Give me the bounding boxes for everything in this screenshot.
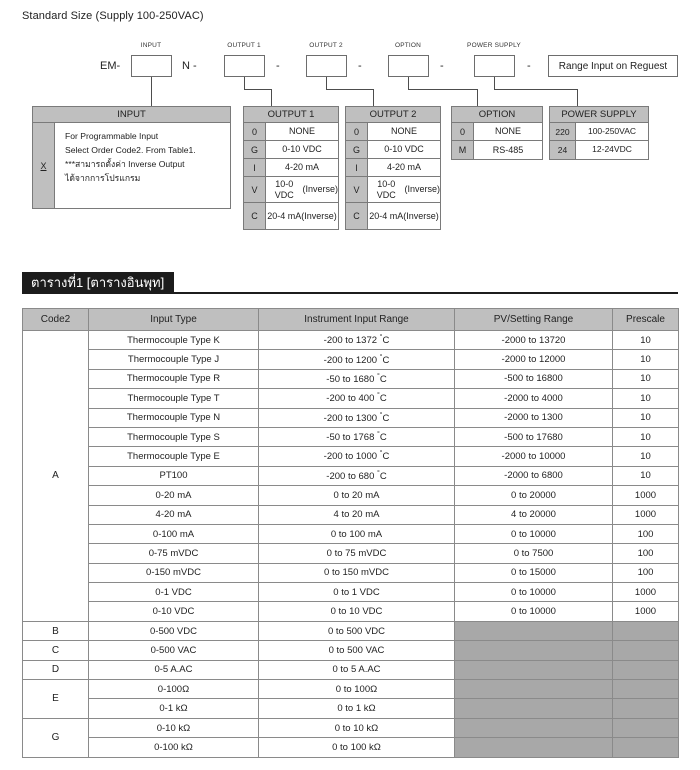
input-range-table [22,308,679,758]
table-cell-pv-range: 0 to 7500 [455,544,613,563]
table-cell-pv-range: 0 to 20000 [455,486,613,505]
lead-output1-a [244,77,245,89]
legend-row-value: 0-10 VDC [266,141,338,158]
legend-row-code: 24 [550,141,576,159]
table-cell-prescale: 10 [613,331,679,350]
legend-row [346,159,440,177]
table-cell-pv-range [455,641,613,660]
table-cell-code2: A [23,331,89,622]
code-slot-option[interactable] [388,55,429,77]
legend-row-code: C [346,203,368,229]
legend-row [244,159,338,177]
table-row [23,660,679,679]
table-cell-input-type: Thermocouple Type R [89,369,259,388]
legend-row [244,141,338,159]
table-cell-instrument-range: -200 to 680 °C [259,466,455,485]
table-cell-pv-range: 0 to 10000 [455,602,613,621]
table-cell-pv-range: 0 to 15000 [455,563,613,582]
section-banner [22,272,174,293]
lead-power-c [577,89,578,106]
legend-row-value: 4-20 mA [266,159,338,176]
diagram-separator-2: - [358,60,362,72]
table-cell-prescale: 10 [613,389,679,408]
diagram-tag-input: INPUT [140,42,162,49]
table-cell-prescale: 1000 [613,583,679,602]
table-cell-pv-range [455,680,613,699]
table-cell-prescale: 100 [613,544,679,563]
legend-row-code: G [346,141,368,158]
table-cell-pv-range: -500 to 16800 [455,369,613,388]
table-cell-prescale [613,738,679,757]
lead-output2-c [373,89,374,106]
legend-input-row [33,123,230,208]
table-body [23,331,679,758]
legend-option-title: OPTION [452,107,542,123]
legend-row [452,123,542,141]
table-cell-pv-range: -500 to 17680 [455,427,613,446]
table-cell-instrument-range: 0 to 1 kΩ [259,699,455,718]
table-cell-prescale: 10 [613,350,679,369]
legend-row-code: V [346,177,368,202]
model-prefix-n: N - [182,60,197,72]
table-cell-input-type: 0-10 VDC [89,602,259,621]
table-row [23,524,679,543]
legend-row-value: NONE [368,123,440,140]
diagram-separator-1: - [276,60,280,72]
model-prefix-em: EM- [100,60,121,72]
legend-output2-rows [346,123,440,229]
lead-output2-b [326,89,374,90]
legend-row-code: I [346,159,368,176]
legend-row [346,203,440,229]
legend-row-code: 0 [244,123,266,140]
table-row [23,486,679,505]
legend-row [244,177,338,203]
table-cell-instrument-range: 0 to 100Ω [259,680,455,699]
table-cell-input-type: 0-500 VAC [89,641,259,660]
table-cell-code2: D [23,660,89,679]
table-row [23,408,679,427]
legend-row-value: RS-485 [474,141,542,159]
legend-input-line-4: ได้จากการโปรแกรม [65,172,141,183]
table-cell-pv-range: -2000 to 10000 [455,447,613,466]
table-cell-input-type: Thermocouple Type N [89,408,259,427]
table-cell-instrument-range: 0 to 150 mVDC [259,563,455,582]
table-cell-prescale [613,660,679,679]
diagram-tag-option: OPTION [394,42,422,49]
table-cell-prescale: 1000 [613,486,679,505]
legend-row-value: 12-24VDC [576,141,648,159]
code-slot-input[interactable] [131,55,172,77]
lead-option-a [408,77,409,89]
legend-row-value: 100-250VAC [576,123,648,140]
table-cell-pv-range: -2000 to 12000 [455,350,613,369]
table-row [23,602,679,621]
table-cell-pv-range: -2000 to 6800 [455,466,613,485]
table-cell-input-type: 0-20 mA [89,486,259,505]
table-cell-instrument-range: 4 to 20 mA [259,505,455,524]
legend-row [346,177,440,203]
legend-row-code: M [452,141,474,159]
legend-row [550,123,648,141]
table-cell-code2: G [23,718,89,757]
table-cell-pv-range: -2000 to 1300 [455,408,613,427]
legend-row [244,123,338,141]
legend-input-code: X [33,123,55,208]
table-cell-prescale: 100 [613,524,679,543]
table-row [23,331,679,350]
table-row [23,563,679,582]
table-header-instrument-range: Instrument Input Range [259,309,455,331]
legend-row-code: V [244,177,266,202]
table-cell-prescale: 1000 [613,505,679,524]
legend-row [550,141,648,159]
legend-power-rows [550,123,648,159]
legend-row-value: 20-4 mA (Inverse) [266,203,338,229]
lead-output2-a [326,77,327,89]
legend-output2 [345,106,441,230]
table-cell-instrument-range: -200 to 400 °C [259,389,455,408]
diagram-separator-4: - [527,60,531,72]
legend-row-code: I [244,159,266,176]
table-cell-input-type: 0-100 mA [89,524,259,543]
table-row [23,369,679,388]
table-cell-input-type: 4-20 mA [89,505,259,524]
table-row [23,699,679,718]
code-slot-power[interactable] [474,55,515,77]
table-row [23,447,679,466]
table-cell-input-type: Thermocouple Type J [89,350,259,369]
table-cell-input-type: 0-100 kΩ [89,738,259,757]
table-cell-input-type: 0-75 mVDC [89,544,259,563]
table-cell-input-type: 0-150 mVDC [89,563,259,582]
table-row [23,583,679,602]
lead-power-a [494,77,495,89]
diagram-separator-3: - [440,60,444,72]
page-caption: Standard Size (Supply 100-250VAC) [22,10,204,22]
table-cell-prescale: 10 [613,466,679,485]
table-cell-instrument-range: -200 to 1000 °C [259,447,455,466]
table-cell-instrument-range: 0 to 75 mVDC [259,544,455,563]
legend-row [452,141,542,159]
table-row [23,738,679,757]
legend-row-value: NONE [474,123,542,140]
legend-row-value: 10-0 VDC (Inverse) [368,177,440,202]
table-cell-input-type: 0-1 VDC [89,583,259,602]
legend-row [244,203,338,229]
table-row [23,466,679,485]
lead-input [151,77,152,106]
table-cell-instrument-range: 0 to 1 VDC [259,583,455,602]
table-cell-instrument-range: 0 to 5 A.AC [259,660,455,679]
lead-option-b [408,89,478,90]
range-input-request-box: Range Input on Reguest [548,55,678,77]
table-cell-pv-range [455,660,613,679]
table-cell-instrument-range: -50 to 1768 °C [259,427,455,446]
code-slot-output1[interactable] [224,55,265,77]
table-cell-prescale [613,621,679,640]
table-header-prescale: Prescale [613,309,679,331]
table-cell-instrument-range: 0 to 500 VDC [259,621,455,640]
legend-input-line-3: ***สามารถตั้งค่า Inverse Output [65,158,185,169]
table-cell-input-type: Thermocouple Type E [89,447,259,466]
table-cell-instrument-range: 0 to 100 kΩ [259,738,455,757]
table-cell-prescale [613,718,679,737]
table-cell-prescale [613,699,679,718]
table-cell-pv-range: 0 to 10000 [455,524,613,543]
legend-row-code: 220 [550,123,576,140]
table-cell-pv-range: -2000 to 13720 [455,331,613,350]
legend-output2-title: OUTPUT 2 [346,107,440,123]
table-cell-input-type: 0-100Ω [89,680,259,699]
legend-row-value: NONE [266,123,338,140]
table-cell-instrument-range: 0 to 10 kΩ [259,718,455,737]
table-row [23,389,679,408]
table-cell-code2: B [23,621,89,640]
lead-output1-b [244,89,272,90]
table-cell-code2: E [23,680,89,719]
table-header-input-type: Input Type [89,309,259,331]
table-cell-pv-range: -2000 to 4000 [455,389,613,408]
legend-row-code: 0 [452,123,474,140]
legend-row-value: 0-10 VDC [368,141,440,158]
table-cell-input-type: Thermocouple Type S [89,427,259,446]
table-cell-instrument-range: 0 to 20 mA [259,486,455,505]
legend-input-description [55,123,230,208]
legend-option [451,106,543,160]
table-header-code2: Code2 [23,309,89,331]
table-cell-pv-range [455,699,613,718]
table-cell-input-type: 0-500 VDC [89,621,259,640]
legend-row-value: 4-20 mA [368,159,440,176]
table-cell-instrument-range: 0 to 500 VAC [259,641,455,660]
table-row [23,621,679,640]
table-row [23,350,679,369]
order-code-diagram [0,36,700,100]
legend-output1-rows [244,123,338,229]
legend-row [346,141,440,159]
lead-output1-c [271,89,272,106]
table-cell-prescale [613,641,679,660]
lead-power-b [494,89,578,90]
legend-power-supply [549,106,649,160]
table-cell-prescale: 10 [613,447,679,466]
legend-input-line-2: Select Order Code2. From Table1. [65,144,196,155]
legend-row-value: 10-0 VDC (Inverse) [266,177,338,202]
lead-option-c [477,89,478,106]
table-cell-pv-range: 4 to 20000 [455,505,613,524]
legend-row-code: G [244,141,266,158]
legend-input-title: INPUT [33,107,230,123]
legend-option-rows [452,123,542,159]
table-row [23,680,679,699]
table-cell-pv-range [455,621,613,640]
diagram-tag-output1: OUTPUT 1 [227,42,261,49]
legend-input [32,106,231,209]
table-cell-code2: C [23,641,89,660]
legend-power-title: POWER SUPPLY [550,107,648,123]
table-cell-prescale: 10 [613,427,679,446]
table-cell-input-type: 0-5 A.AC [89,660,259,679]
table-cell-instrument-range: -200 to 1372 °C [259,331,455,350]
legend-row-code: C [244,203,266,229]
table-cell-prescale: 1000 [613,602,679,621]
table-cell-prescale: 10 [613,408,679,427]
legend-row-code: 0 [346,123,368,140]
table-header-pv-range: PV/Setting Range [455,309,613,331]
table-row [23,505,679,524]
table-cell-input-type: 0-10 kΩ [89,718,259,737]
table-row [23,544,679,563]
table-header-row [23,309,679,331]
table-cell-instrument-range: -200 to 1300 °C [259,408,455,427]
legend-output1-title: OUTPUT 1 [244,107,338,123]
table-cell-instrument-range: -50 to 1680 °C [259,369,455,388]
table-cell-instrument-range: 0 to 10 VDC [259,602,455,621]
code-slot-output2[interactable] [306,55,347,77]
diagram-tag-output2: OUTPUT 2 [309,42,343,49]
table-cell-input-type: Thermocouple Type T [89,389,259,408]
table-cell-pv-range: 0 to 10000 [455,583,613,602]
section-banner-label: ตารางที่1 [ตารางอินพุท] [22,272,174,293]
legend-input-line-1: For Programmable Input [65,131,159,141]
table-row [23,427,679,446]
legend-row-value: 20-4 mA (Inverse) [368,203,440,229]
table-cell-input-type: Thermocouple Type K [89,331,259,350]
table-cell-instrument-range: 0 to 100 mA [259,524,455,543]
table-cell-input-type: PT100 [89,466,259,485]
table-cell-pv-range [455,718,613,737]
table-cell-prescale: 100 [613,563,679,582]
legend-row [346,123,440,141]
table-cell-prescale [613,680,679,699]
table-row [23,718,679,737]
table-cell-pv-range [455,738,613,757]
table-cell-prescale: 10 [613,369,679,388]
banner-underline [22,292,678,294]
table-row [23,641,679,660]
diagram-tag-power: POWER SUPPLY [467,42,521,49]
table-cell-instrument-range: -200 to 1200 °C [259,350,455,369]
legend-output1 [243,106,339,230]
table-cell-input-type: 0-1 kΩ [89,699,259,718]
